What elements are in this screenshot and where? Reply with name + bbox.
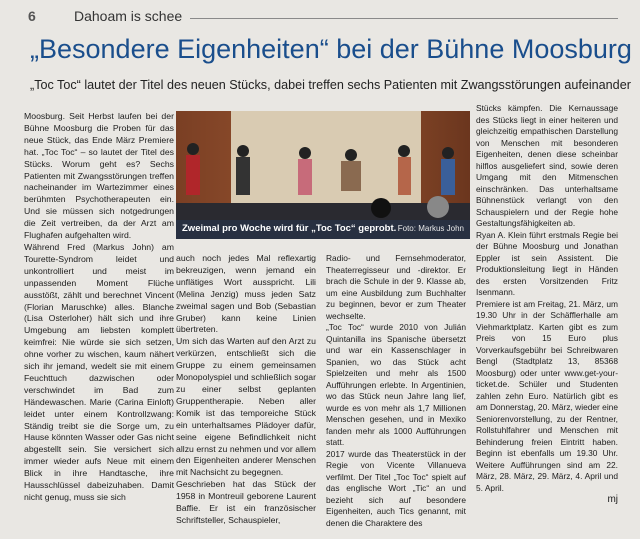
paragraph: Um sich das Warten auf den Arzt zu verkürzen, entschließt sich die Gruppe zu einem gemeinsamen Monopolyspiel und schließlich sogar zu einer selbst geplanten Gruppentherapie. Neben aller Komik ist das temporeiche Stück ein unterhaltsames Plädoyer dafür, seine eigene Befindlichkeit nicht allzu ernst zu nehmen und vor allem den Eigenheiten anderer Menschen mit Nachsicht zu begegnen.	[176, 336, 316, 478]
paragraph: Radio- und Fernsehmoderator, Theaterregisseur und -direktor. Er brach die Schule in der 9. Klasse ab, um eine Ausbildung zum Buchhalter zu beginnen, bevor er zum Theater wechselte.	[326, 253, 466, 321]
paragraph: auch noch jedes Mal reflexartig bekreuzigen, wenn jemand ein unflätiges Wort ausspricht. Lili (Melina Jenzig) muss jeden Satz zweimal sagen und Bob (Sebastian Gruber) kann keine Linien übertreten.	[176, 253, 316, 335]
author-signature: mj	[607, 494, 618, 505]
page-header	[0, 0, 640, 34]
paragraph: Während Fred (Markus John) am Tourette-Syndrom leidet und unkontrolliert und meist im unpassenden Moment Flüche ausstößt, zählt und berechnet Vincent (Florian Maruschke) alles. Blanche (Lisa Osterloher) hält sich und ihre Umgebung am liebsten komplett keimfrei: Nie würde sie sich setzen, ohne vorher zu wischen, kaum nähert sich ihr jemand, wedelt sie mit einem Feuchttuch dazwischen oder verschwindet im Bad zum Händewaschen. Marie (Carina Einloft) leidet unter einem Kontrollzwang: Ständig treibt sie die Sorge um, zu Hause könnten Wasser oder Gas nicht abgestellt sein. Sie versichert sich immer wieder aufs Neue mit einem Blick in ihre Handtasche, ihre Hausschlüssel dabeizuhaben. Damit nicht genug, muss sie sich	[24, 241, 174, 502]
article-photo	[176, 111, 470, 239]
paragraph: 2017 wurde das Theaterstück in der Regie von Vicente Villanueva verfilmt. Der Titel „Toc Toc“ spielt auf das englische Wort „Tic“ an und bezieht sich auf besondere Eigenheiten, auch Tics genannt, mit denen die Charaktere des	[326, 448, 466, 528]
paragraph: „Toc Toc“ wurde 2010 von Julián Quintanilla ins Spanische übersetzt und war ein Kassenschlager in Spanien, wo das Stück acht Spielzeiten und mehr als 1500 Aufführungen erlebte. In Argentinien, wo das Stück neun Jahre lang lief, wurde es von mehr als 1,7 Millionen Menschen gesehen, und in Mexiko fanden mehr als 1000 Aufführungen statt.	[326, 322, 466, 447]
photo-credit: Foto: Markus John	[397, 224, 464, 233]
text-column-3	[326, 253, 466, 529]
paragraph: Geschrieben hat das Stück der 1958 in Montreuil geborene Laurent Baffie. Er ist ein französischer Schriftsteller, Schauspieler,	[176, 479, 316, 525]
text-column-1	[24, 111, 174, 504]
paragraph: Moosburg. Seit Herbst laufen bei der Bühne Moosburg die Proben für das neue Stück, das Ende März Premiere hat. „Toc Toc“ – so lautet der Titel des Stücks. Worum geht es? Sechs Patienten mit Zwangsstörungen treffen nacheinander im Wartezimmer eines berühmten Psychotherapeuten ein. Und sie müssen sich notgedrungen die Zeit vertreiben, da der Arzt am Flughafen aufgehalten wird.	[24, 111, 174, 241]
paragraph: Ryan A. Klein führt erstmals Regie bei der Bühne Moosburg und Jonathan Eppler ist sein Assistent. Die Produktionsleitung liegt in Händen des ersten Vorsitzenden Fritz Isenmann.	[476, 229, 618, 297]
article-subtitle: „Toc Toc“ lautet der Titel des neuen Stücks, dabei treffen sechs Patienten mit Zwangsstörungen aufeinander	[30, 78, 631, 92]
section-name: Dahoam is schee	[74, 8, 183, 24]
photo-caption-bar	[176, 220, 470, 239]
article-title: „Besondere Eigenheiten“ bei der Bühne Moosburg	[30, 34, 632, 64]
text-column-4	[476, 103, 618, 506]
page-number: 6	[28, 8, 36, 24]
photo-caption: Zweimal pro Woche wird für „Toc Toc“ geprobt.	[182, 223, 397, 234]
paragraph: Stücks kämpfen. Die Kernaussage des Stücks liegt in einer heiteren und gleichzeitig empathischen Darstellung von Menschen mit besonderen Eigenheiten, denen diese scheinbar hilflos ausgeliefert sind, sowie deren Umgang mit den Mitmenschen einschränken. Das unterhaltsame Bühnenstück verlangt von den Schauspielern und der Regie hohe Gestaltungsfähigkeiten ab.	[476, 103, 618, 228]
paragraph: Premiere ist am Freitag, 21. März, um 19.30 Uhr in der Schäfflerhalle am Viehmarktplatz. Karten gibt es zum Preis von 15 Euro plus Vorverkaufsgebühr bei Schreibwaren Bengl (Stadtplatz 13, 85368 Moosburg) oder unter www.get-your-ticket.de. Schüler und Studenten zahlen zehn Euro. Natürlich gibt es am Donnerstag, 20. März, wieder eine Seniorenvorstellung, zu der Rentner, Rollstuhlfahrer und Menschen mit Behinderung freien Eintritt haben. Beginn ist ebenfalls um 19.30 Uhr. Weitere Aufführungen sind am 22. März, 28. März, 29. März, 4. April und 5. April.	[476, 298, 618, 493]
header-rule	[190, 18, 618, 19]
text-column-2	[176, 253, 316, 527]
